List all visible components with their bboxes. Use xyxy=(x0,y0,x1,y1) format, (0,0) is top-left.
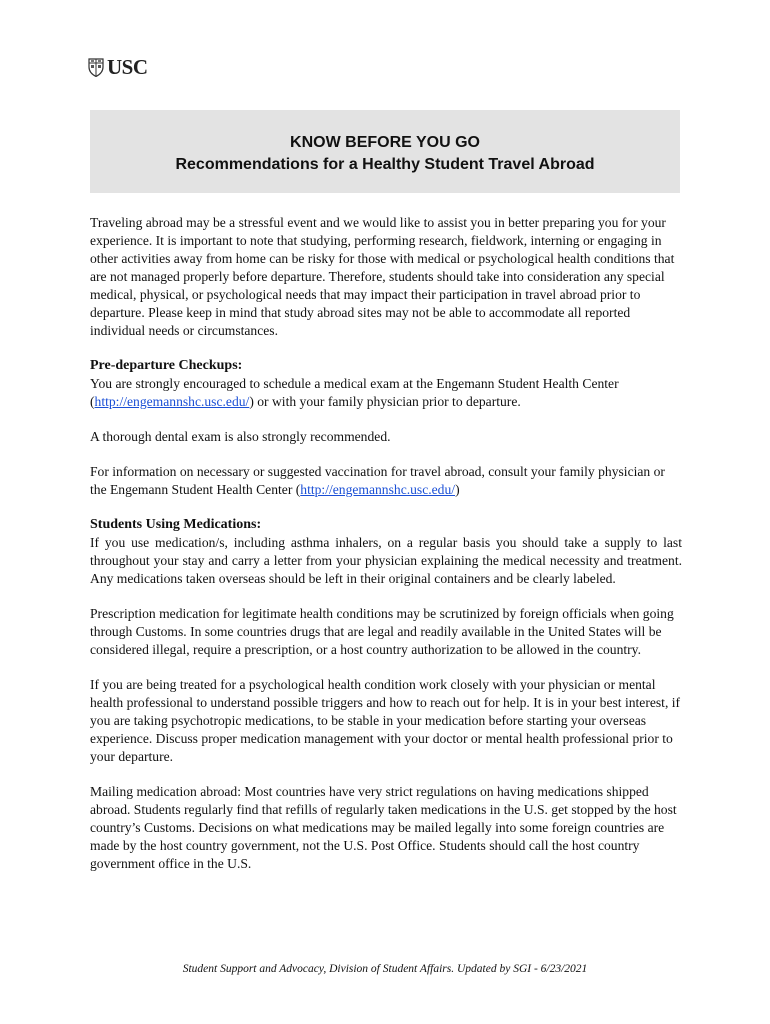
text: ) or with your family physician prior to departure. xyxy=(249,394,521,409)
text: ) xyxy=(455,482,460,497)
page-subtitle: Recommendations for a Healthy Student Travel Abroad xyxy=(175,156,595,173)
health-center-link[interactable]: http://engemannshc.usc.edu/ xyxy=(94,394,250,409)
text: You are strongly encouraged to schedule a medical exam at the Engemann Student Health Center ( xyxy=(90,376,619,409)
title-box xyxy=(90,110,680,193)
page-title: KNOW BEFORE YOU GO xyxy=(290,134,480,151)
predeparture-heading: Pre-departure Checkups: xyxy=(90,358,243,373)
medications-paragraph-2: Prescription medication for legitimate health conditions may be scrutinized by foreign officials when going through Customs. In some countries drugs that are legal and readily available in the United States will be considered illegal, require a prescription, or a host country authorization to be allowed in the country. xyxy=(90,606,674,657)
intro-paragraph: Traveling abroad may be a stressful event and we would like to assist you in better preparing you for your experience. It is important to note that studying, performing research, fieldwork, interning or engaging in other activities away from home can be risky for those with medical or psychological health conditions that are not managed properly before departure. Therefore, students should take into consideration any special medical, physical, or psychological needs that may impact their participation in travel abroad prior to departure. Please keep in mind that study abroad sites may not be able to accommodate all reported individual needs or circumstances. xyxy=(90,215,675,338)
health-center-link[interactable]: http://engemannshc.usc.edu/ xyxy=(300,482,456,497)
page-footer: Student Support and Advocacy, Division of Student Affairs. Updated by SGI - 6/23/2021 xyxy=(182,963,588,975)
medications-heading: Students Using Medications: xyxy=(90,517,262,532)
medications-paragraph-1: If you use medication/s, including asthma inhalers, on a regular basis you should take a supply to last throughout your stay and carry a letter from your physician explaining the medical necessity and treatment. Any medications taken overseas should be left in their original containers and be clearly labeled. xyxy=(90,535,682,586)
medications-paragraph-4: Mailing medication abroad: Most countries have very strict regulations on having medications shipped abroad. Students regularly find that refills of regularly taken medications in the U.S. get stopped by the host country’s Customs. Decisions on what medications may be mailed legally into some foreign countries are made by the host country government, not the U.S. Post Office. Students should call the host country government office in the U.S. xyxy=(90,784,677,871)
predeparture-paragraph-1 xyxy=(90,375,682,411)
logo-text: USC xyxy=(107,55,148,79)
document-body xyxy=(90,214,682,890)
predeparture-paragraph-3 xyxy=(90,463,682,499)
predeparture-paragraph-2: A thorough dental exam is also strongly recommended. xyxy=(90,429,391,444)
usc-logo xyxy=(88,55,148,79)
usc-shield-icon xyxy=(88,57,104,77)
text: For information on necessary or suggested vaccination for travel abroad, consult your family physician or the Engemann Student Health Center ( xyxy=(90,464,665,497)
medications-paragraph-3: If you are being treated for a psychological health condition work closely with your physician or mental health professional to understand possible triggers and how to reach out for help. It is in your best interest, if you are taking psychotropic medications, to be stable in your medication before starting your overseas experience. Discuss proper medication management with your doctor or mental health professional prior to your departure. xyxy=(90,677,681,764)
